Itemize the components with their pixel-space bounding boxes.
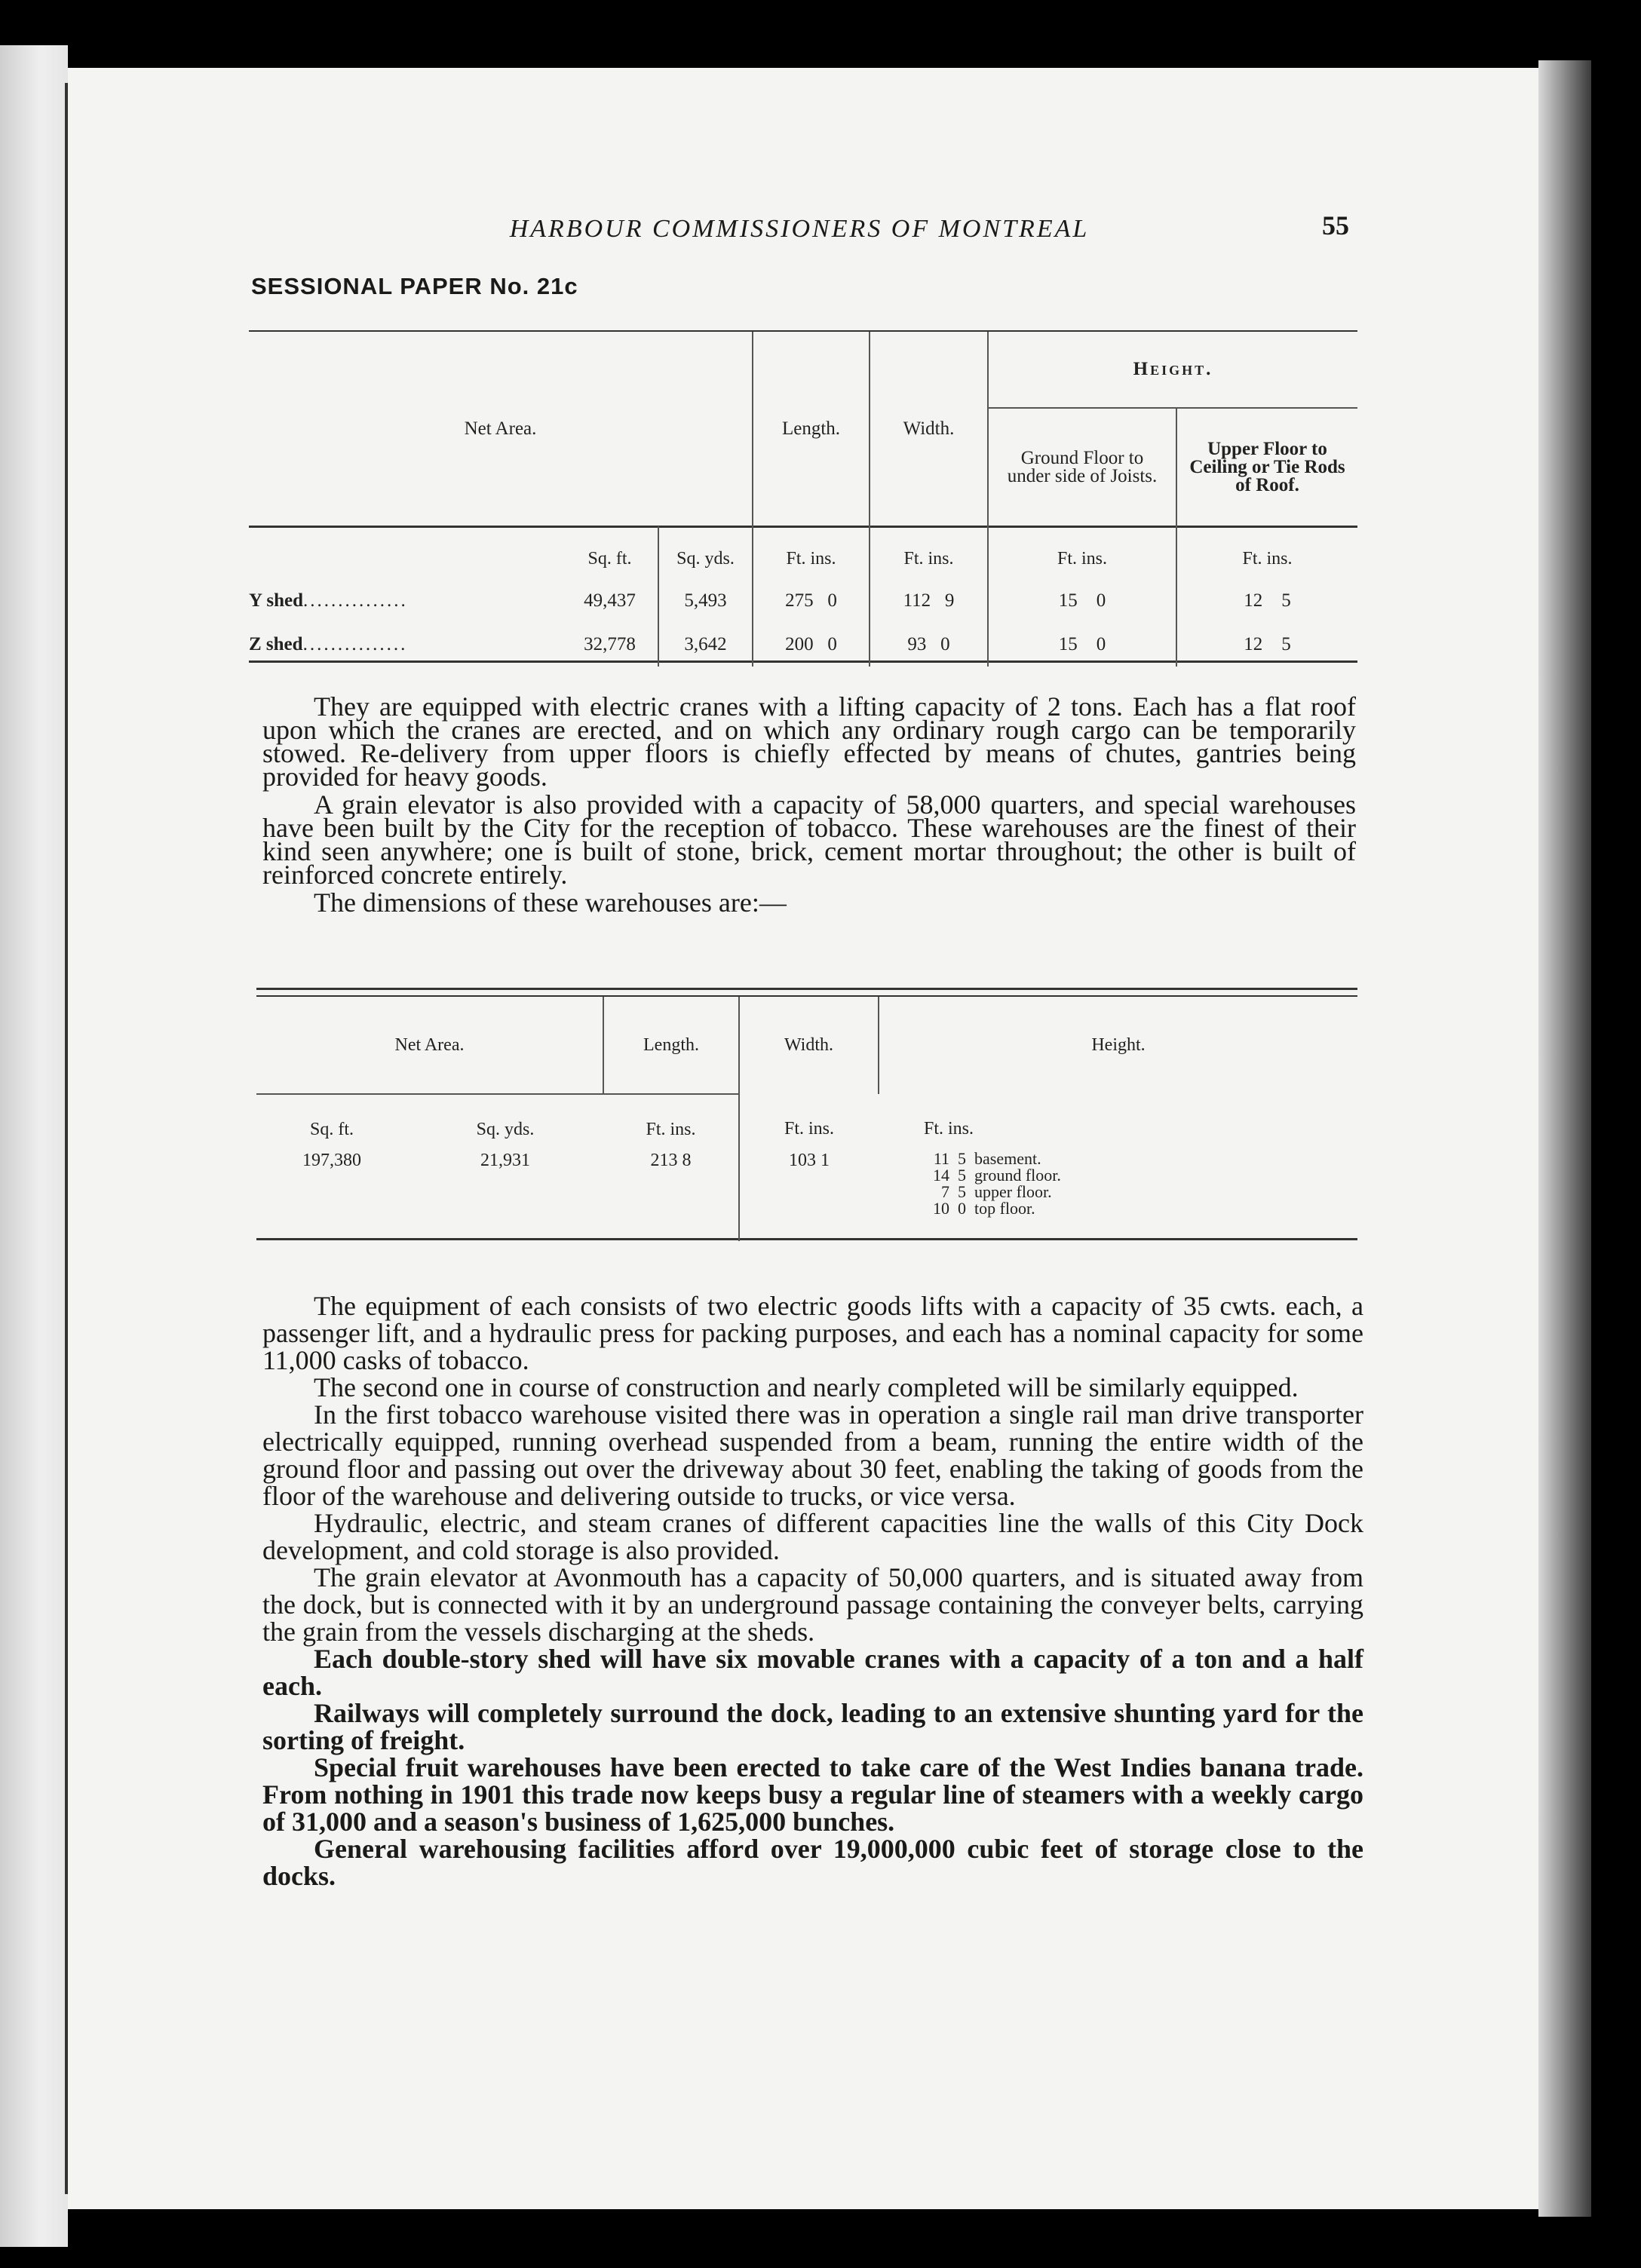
- unit-length: Ft. ins.: [646, 1119, 696, 1139]
- paragraph: Hydraulic, electric, and steam cranes of different capacities line the walls of this City Dock development, and cold storage is also provided.: [262, 1508, 1363, 1565]
- length-header: Length.: [603, 997, 739, 1094]
- unit-height: Ft. ins.: [924, 1119, 974, 1139]
- height-values: [879, 1151, 1357, 1241]
- width-header: Width.: [870, 332, 988, 526]
- unit-width: Ft. ins.: [739, 1094, 879, 1151]
- sq-yds-value: 3,642: [684, 634, 727, 654]
- unit-sq-yds: Sq. yds.: [476, 1119, 535, 1139]
- width-ft: 93: [907, 634, 927, 654]
- paragraph: The equipment of each consists of two electric goods lifts with a capacity of 35 cwts. each, a passenger lift, and a hydraulic press for packing purposes, and each has a nominal capacity for some 11,000 casks of tobacco.: [262, 1291, 1363, 1375]
- table2-top-rule: [256, 988, 1357, 990]
- paragraph: Railways will completely surround the dock, leading to an extensive shunting yard for the sorting of freight.: [262, 1698, 1363, 1755]
- ground-in: 0: [1096, 634, 1106, 654]
- paragraph: The second one in course of construction and nearly completed will be similarly equipped.: [314, 1372, 1299, 1402]
- upper-ft: 12: [1244, 634, 1263, 654]
- height-line: 7 5 upper floor.: [941, 1182, 1052, 1201]
- sq-ft-value: 197,380: [302, 1151, 361, 1170]
- paragraph: They are equipped with electric cranes with a lifting capacity of 2 tons. Each has a flat roof upon which the cranes are erected, and on which any ordinary rough cargo can be temporarily stowed. Re-delivery from upper floors is chiefly effected by means of chutes, gantries being provided for heavy goods.: [262, 691, 1356, 792]
- length-header: Length.: [753, 332, 870, 526]
- ground-ft: 15: [1058, 634, 1078, 654]
- height-line: 10 0 top floor.: [933, 1199, 1035, 1218]
- table-row: [256, 1151, 1357, 1241]
- paragraph: A grain elevator is also provided with a capacity of 58,000 quarters, and special warehouses have been built by the City for the reception of tobacco. These warehouses are the finest of their kind seen anywhere; one is built of stone, brick, cement mortar throughout; the other is built of reinforced concrete entirely.: [262, 789, 1356, 890]
- height-header: Height.: [879, 997, 1357, 1094]
- page-number: 55: [1322, 210, 1349, 241]
- paragraph: Each double-story shed will have six movable cranes with a capacity of a ton and a half each.: [262, 1644, 1363, 1701]
- unit-sq-yds: Sq. yds.: [676, 548, 735, 569]
- row-label: Z shed: [249, 634, 303, 654]
- upper-floor-header: Upper Floor to Ceiling or Tie Rods of Roof.: [1176, 408, 1357, 526]
- height-line: 11 5 basement.: [933, 1149, 1041, 1168]
- sq-yds-value: 5,493: [684, 590, 727, 611]
- upper-in: 5: [1281, 590, 1291, 611]
- paragraph-block-1: [262, 691, 1356, 918]
- length-in: 0: [827, 634, 837, 654]
- left-page-edge: [0, 45, 68, 2247]
- table-row: [249, 623, 1357, 667]
- paragraph: The dimensions of these warehouses are:—: [314, 887, 787, 918]
- paragraph: In the first tobacco warehouse visited there was in operation a single rail man drive transporter electrically equipped, running overhead suspended from a beam, running the entire width of the ground floor and passing out over the driveway about 30 feet, enabling the taking of goods from the floor of the warehouse and delivering outside to trucks, or vice versa.: [262, 1399, 1363, 1511]
- upper-in: 5: [1281, 634, 1291, 654]
- leader-dots: ...............: [302, 634, 408, 654]
- sheds-dimension-table: [249, 332, 1357, 667]
- sessional-paper-label: SESSIONAL PAPER No. 21c: [251, 273, 578, 299]
- leader-dots: ...............: [303, 590, 408, 611]
- unit-upper: Ft. ins.: [1176, 526, 1357, 579]
- unit-sq-ft: Sq. ft.: [309, 1119, 354, 1139]
- sq-ft-value: 49,437: [562, 579, 658, 623]
- unit-length: Ft. ins.: [753, 526, 870, 579]
- unit-ground: Ft. ins.: [988, 526, 1176, 579]
- running-head: HARBOUR COMMISSIONERS OF MONTREAL: [509, 215, 1090, 243]
- ground-ft: 15: [1058, 590, 1078, 611]
- upper-ft: 12: [1244, 590, 1263, 611]
- length-in: 0: [827, 590, 837, 611]
- net-area-header: Net Area.: [464, 418, 537, 439]
- warehouse-dimension-table: [256, 997, 1357, 1241]
- height-line: 14 5 ground floor.: [933, 1166, 1061, 1185]
- width-value: 103 1: [739, 1151, 879, 1241]
- length-ft: 200: [785, 634, 814, 654]
- paragraph: Special fruit warehouses have been erected to take care of the West Indies banana trade. From nothing in 1901 this trade now keeps busy a regular line of steamers with a weekly cargo of 31,000 and a season's business of 1,625,000 bunches.: [262, 1752, 1363, 1837]
- ground-in: 0: [1096, 590, 1106, 611]
- width-ft: 112: [903, 590, 931, 611]
- paragraph: The grain elevator at Avonmouth has a capacity of 50,000 quarters, and is situated away from the dock, but is connected with it by an underground passage containing the conveyer belts, carrying the grain from the vessels discharging at the sheds.: [262, 1562, 1363, 1647]
- net-area-header: Net Area.: [256, 997, 603, 1094]
- height-header: Height.: [988, 332, 1357, 408]
- row-label: Y shed: [249, 590, 304, 611]
- width-header: Width.: [739, 997, 879, 1094]
- table-row: [249, 579, 1357, 623]
- sq-yds-value: 21,931: [480, 1151, 530, 1170]
- length-value: 213 8: [650, 1151, 692, 1170]
- right-page-edge: [1538, 60, 1591, 2217]
- unit-sq-ft: Sq. ft.: [562, 526, 658, 579]
- paragraph: General warehousing facilities afford over 19,000,000 cubic feet of storage close to the docks.: [262, 1834, 1363, 1891]
- length-ft: 275: [785, 590, 814, 611]
- paragraph-block-2: [262, 1292, 1363, 1889]
- unit-width: Ft. ins.: [870, 526, 988, 579]
- sq-ft-value: 32,778: [562, 623, 658, 667]
- ground-floor-header: Ground Floor to under side of Joists.: [988, 408, 1176, 526]
- width-in: 9: [944, 590, 955, 611]
- width-in: 0: [940, 634, 950, 654]
